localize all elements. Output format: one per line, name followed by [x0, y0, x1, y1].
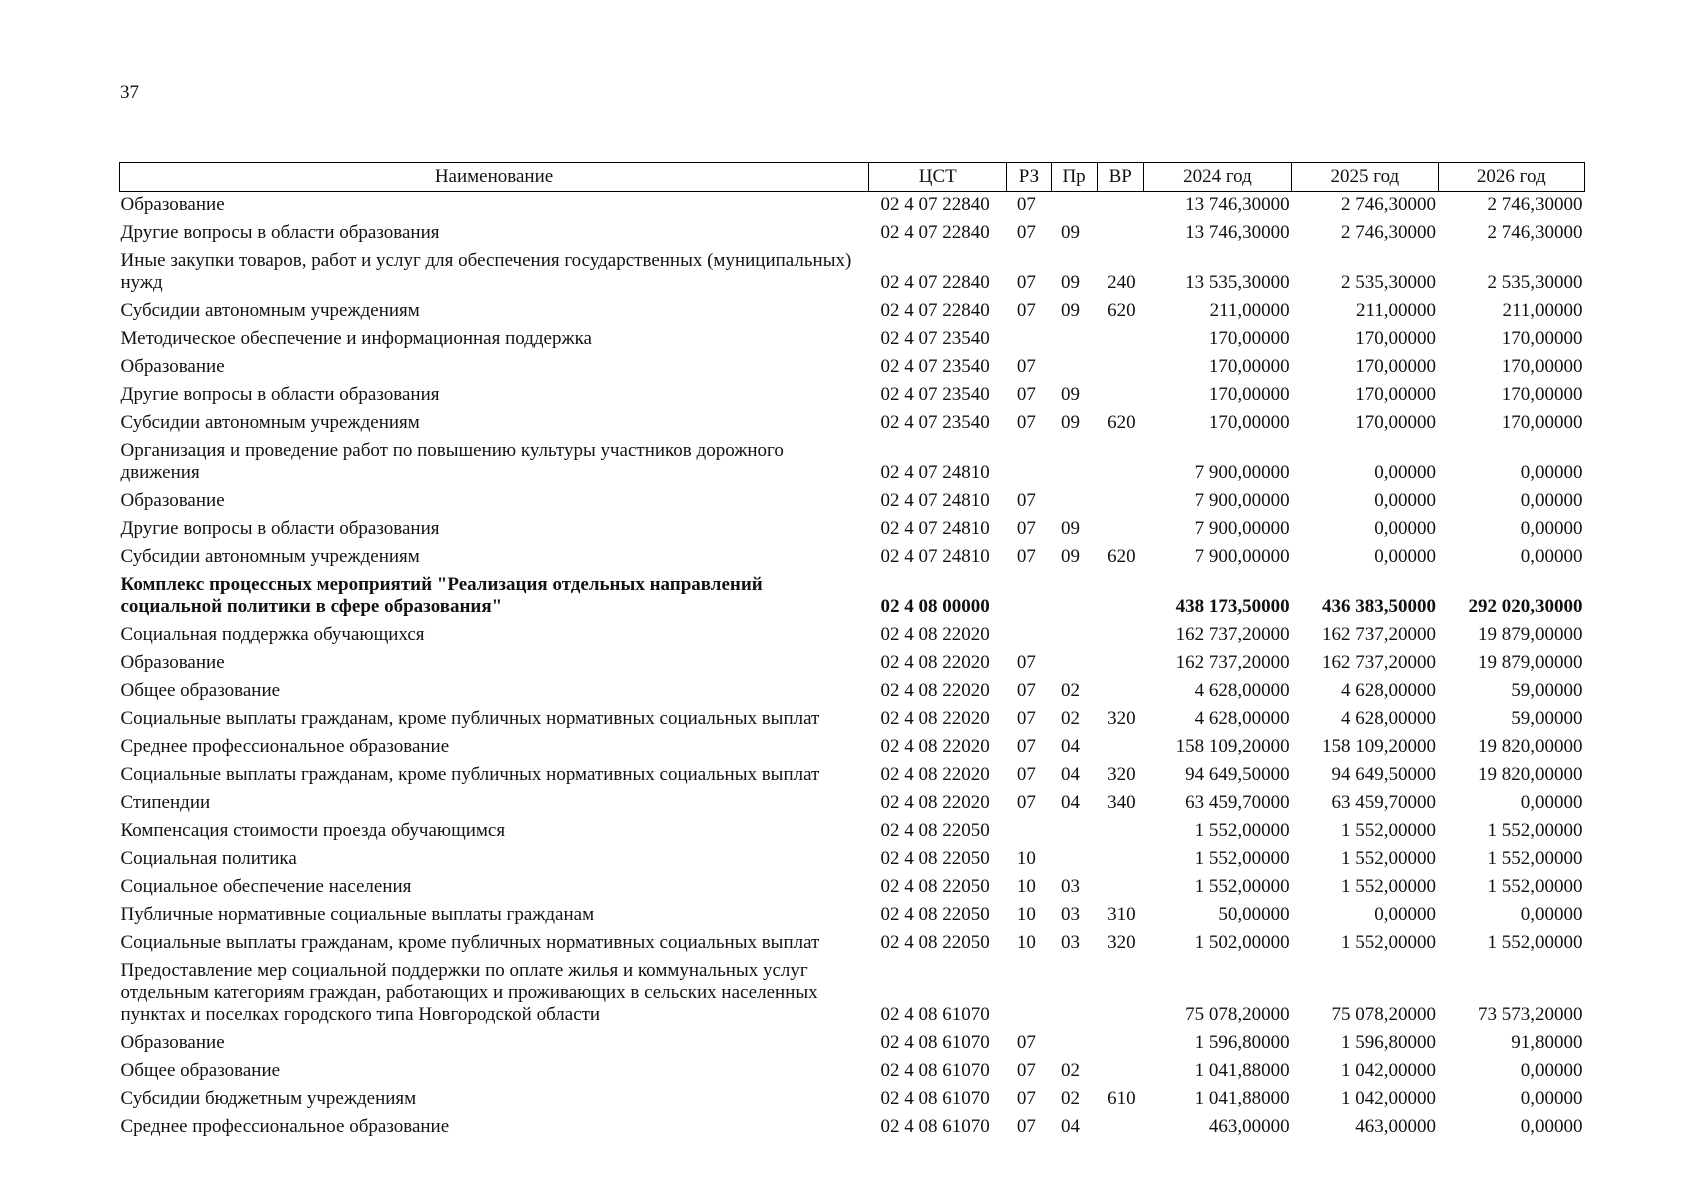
header-2026: 2026 год	[1438, 163, 1584, 192]
cell-2026: 0,00000	[1520, 1060, 1583, 1081]
cell-2026: 19 879,00000	[1478, 624, 1583, 645]
cell-vr	[1097, 1058, 1143, 1086]
cell-vr	[1097, 192, 1143, 221]
cell-name: Методическое обеспечение и информационная поддержка	[120, 328, 592, 349]
cell-name: Социальные выплаты гражданам, кроме публичных нормативных социальных выплат	[120, 764, 820, 785]
cell-2025: 170,00000	[1355, 356, 1437, 377]
cell-vr	[1097, 650, 1143, 678]
cell-rz	[1007, 958, 1051, 1030]
cell-pr: 04	[1061, 764, 1081, 785]
cell-rz	[1007, 326, 1051, 354]
header-rz: РЗ	[1007, 163, 1051, 192]
cell-2025: 63 459,70000	[1331, 792, 1437, 813]
cell-vr: 610	[1107, 1088, 1136, 1109]
cell-2026: 1 552,00000	[1487, 876, 1583, 897]
cell-cst: 02 4 07 22840	[880, 222, 990, 243]
cell-2024: 7 900,00000	[1194, 546, 1290, 567]
cell-2026: 0,00000	[1520, 518, 1583, 539]
cell-2024: 13 746,30000	[1185, 222, 1290, 243]
budget-table	[119, 162, 1585, 1142]
table-row	[120, 1114, 1585, 1142]
cell-pr: 03	[1061, 904, 1081, 925]
cell-cst: 02 4 08 22020	[880, 624, 990, 645]
table-row	[120, 354, 1585, 382]
header-2024: 2024 год	[1143, 163, 1291, 192]
cell-cst: 02 4 08 22020	[880, 652, 990, 673]
cell-2025: 463,00000	[1355, 1116, 1437, 1137]
cell-2024: 1 041,88000	[1194, 1088, 1290, 1109]
cell-vr	[1097, 678, 1143, 706]
cell-cst: 02 4 08 22050	[880, 848, 990, 869]
cell-2025: 1 552,00000	[1341, 820, 1437, 841]
cell-vr	[1097, 572, 1143, 622]
table-row	[120, 650, 1585, 678]
cell-2025: 0,00000	[1374, 490, 1437, 511]
cell-name: Публичные нормативные социальные выплаты гражданам	[120, 904, 595, 925]
cell-rz: 07	[1016, 300, 1036, 321]
cell-vr	[1097, 516, 1143, 544]
cell-2024: 63 459,70000	[1185, 792, 1290, 813]
cell-2026: 170,00000	[1501, 328, 1583, 349]
cell-rz	[1007, 438, 1051, 488]
cell-cst: 02 4 08 00000	[880, 596, 990, 617]
cell-2026: 0,00000	[1520, 1088, 1583, 1109]
cell-2025: 211,00000	[1356, 300, 1437, 321]
cell-rz	[1007, 622, 1051, 650]
cell-2024: 1 552,00000	[1194, 876, 1290, 897]
cell-2025: 0,00000	[1374, 518, 1437, 539]
cell-vr	[1097, 382, 1143, 410]
table-row	[120, 220, 1585, 248]
cell-2025: 158 109,20000	[1322, 736, 1437, 757]
cell-cst: 02 4 07 22840	[880, 300, 990, 321]
table-row	[120, 544, 1585, 572]
cell-rz: 07	[1016, 194, 1036, 215]
cell-2026: 170,00000	[1501, 412, 1583, 433]
cell-2025: 1 042,00000	[1341, 1060, 1437, 1081]
cell-2025: 2 746,30000	[1341, 222, 1437, 243]
cell-name: Образование	[120, 1032, 225, 1053]
cell-2025: 2 746,30000	[1341, 194, 1437, 215]
cell-2026: 59,00000	[1511, 708, 1583, 729]
cell-rz: 07	[1016, 1060, 1036, 1081]
cell-2024: 158 109,20000	[1175, 736, 1290, 757]
cell-pr: 09	[1061, 384, 1081, 405]
cell-pr	[1051, 438, 1097, 488]
cell-cst: 02 4 07 24810	[880, 518, 990, 539]
cell-2026: 73 573,20000	[1478, 1004, 1583, 1025]
cell-pr: 09	[1061, 546, 1081, 567]
cell-2026: 0,00000	[1520, 490, 1583, 511]
cell-vr	[1097, 734, 1143, 762]
cell-rz: 07	[1016, 1088, 1036, 1109]
cell-2025: 1 042,00000	[1341, 1088, 1437, 1109]
cell-vr: 620	[1107, 546, 1136, 567]
cell-2025: 1 552,00000	[1341, 848, 1437, 869]
table-row	[120, 734, 1585, 762]
cell-2024: 1 041,88000	[1194, 1060, 1290, 1081]
table-row	[120, 438, 1585, 488]
cell-2025: 170,00000	[1355, 384, 1437, 405]
cell-cst: 02 4 08 22020	[880, 792, 990, 813]
cell-pr: 02	[1061, 1060, 1081, 1081]
cell-cst: 02 4 08 22050	[880, 932, 990, 953]
cell-2026: 59,00000	[1511, 680, 1583, 701]
cell-2025: 0,00000	[1374, 462, 1437, 483]
cell-name: Образование	[120, 652, 225, 673]
cell-2026: 0,00000	[1520, 1116, 1583, 1137]
cell-name: Общее образование	[120, 680, 281, 701]
cell-cst: 02 4 08 22020	[880, 680, 990, 701]
cell-vr	[1097, 622, 1143, 650]
cell-vr	[1097, 1030, 1143, 1058]
cell-rz: 07	[1016, 384, 1036, 405]
cell-pr: 02	[1061, 1088, 1081, 1109]
cell-name: Другие вопросы в области образования	[120, 518, 440, 539]
cell-rz: 07	[1016, 272, 1036, 293]
cell-vr	[1097, 354, 1143, 382]
cell-2024: 1 596,80000	[1194, 1032, 1290, 1053]
cell-2026: 19 820,00000	[1478, 764, 1583, 785]
cell-2026: 19 879,00000	[1478, 652, 1583, 673]
table-row	[120, 678, 1585, 706]
cell-vr	[1097, 326, 1143, 354]
header-2025: 2025 год	[1292, 163, 1438, 192]
cell-2025: 436 383,50000	[1322, 596, 1437, 617]
table-row	[120, 192, 1585, 221]
table-body	[120, 192, 1585, 1143]
cell-pr: 04	[1061, 1116, 1081, 1137]
cell-name: Комплекс процессных мероприятий "Реализация отдельных направлений социальной политики в сфере образования"	[120, 574, 763, 617]
cell-pr: 03	[1061, 876, 1081, 897]
cell-cst: 02 4 07 22840	[880, 194, 990, 215]
cell-vr	[1097, 438, 1143, 488]
cell-2024: 7 900,00000	[1194, 490, 1290, 511]
table-row	[120, 818, 1585, 846]
cell-rz: 07	[1016, 736, 1036, 757]
page-number: 37	[120, 82, 139, 103]
cell-2024: 162 737,20000	[1175, 652, 1290, 673]
cell-2024: 1 552,00000	[1194, 820, 1290, 841]
cell-pr	[1051, 650, 1097, 678]
cell-2024: 170,00000	[1208, 412, 1290, 433]
cell-name: Образование	[120, 490, 225, 511]
cell-vr	[1097, 846, 1143, 874]
cell-vr: 310	[1107, 904, 1136, 925]
table-row	[120, 410, 1585, 438]
table-row	[120, 326, 1585, 354]
cell-2025: 0,00000	[1374, 546, 1437, 567]
cell-name: Субсидии автономным учреждениям	[120, 412, 420, 433]
cell-cst: 02 4 08 22050	[880, 876, 990, 897]
cell-pr	[1051, 488, 1097, 516]
table-row	[120, 902, 1585, 930]
cell-2025: 162 737,20000	[1322, 652, 1437, 673]
cell-vr: 320	[1107, 708, 1136, 729]
cell-pr: 09	[1061, 518, 1081, 539]
table-row	[120, 298, 1585, 326]
cell-name: Социальное обеспечение населения	[120, 876, 412, 897]
cell-2024: 75 078,20000	[1185, 1004, 1290, 1025]
cell-2026: 1 552,00000	[1487, 848, 1583, 869]
cell-vr: 320	[1107, 764, 1136, 785]
cell-2025: 170,00000	[1355, 412, 1437, 433]
header-row	[120, 163, 1585, 192]
cell-2024: 463,00000	[1208, 1116, 1290, 1137]
cell-2024: 4 628,00000	[1194, 680, 1290, 701]
cell-cst: 02 4 08 61070	[880, 1116, 990, 1137]
table-row	[120, 846, 1585, 874]
table-row	[120, 382, 1585, 410]
cell-cst: 02 4 08 61070	[880, 1004, 990, 1025]
table-row	[120, 572, 1585, 622]
cell-name: Общее образование	[120, 1060, 281, 1081]
cell-cst: 02 4 08 61070	[880, 1060, 990, 1081]
cell-cst: 02 4 08 61070	[880, 1032, 990, 1053]
table-row	[120, 874, 1585, 902]
cell-2026: 1 552,00000	[1487, 820, 1583, 841]
cell-2024: 170,00000	[1208, 384, 1290, 405]
cell-cst: 02 4 07 24810	[880, 462, 990, 483]
cell-name: Другие вопросы в области образования	[120, 222, 440, 243]
cell-vr	[1097, 1114, 1143, 1142]
cell-2025: 1 552,00000	[1341, 876, 1437, 897]
cell-2026: 0,00000	[1520, 792, 1583, 813]
cell-rz: 07	[1016, 1116, 1036, 1137]
cell-2026: 2 746,30000	[1487, 222, 1583, 243]
cell-rz	[1007, 818, 1051, 846]
cell-rz: 07	[1016, 792, 1036, 813]
cell-2024: 162 737,20000	[1175, 624, 1290, 645]
header-vr: ВР	[1097, 163, 1143, 192]
cell-2025: 2 535,30000	[1341, 272, 1437, 293]
cell-pr: 04	[1061, 736, 1081, 757]
cell-cst: 02 4 08 22050	[880, 820, 990, 841]
cell-2024: 170,00000	[1208, 356, 1290, 377]
table-row	[120, 248, 1585, 298]
cell-2026: 170,00000	[1501, 356, 1583, 377]
cell-cst: 02 4 07 24810	[880, 546, 990, 567]
cell-rz: 07	[1016, 546, 1036, 567]
cell-vr: 620	[1107, 300, 1136, 321]
cell-2025: 1 596,80000	[1341, 1032, 1437, 1053]
cell-cst: 02 4 07 22840	[880, 272, 990, 293]
cell-vr	[1097, 958, 1143, 1030]
cell-name: Иные закупки товаров, работ и услуг для обеспечения государственных (муниципальных) нужд	[120, 250, 852, 293]
cell-pr: 02	[1061, 708, 1081, 729]
cell-pr	[1051, 572, 1097, 622]
cell-2024: 438 173,50000	[1175, 596, 1290, 617]
cell-2025: 4 628,00000	[1341, 680, 1437, 701]
cell-pr	[1051, 326, 1097, 354]
cell-name: Социальные выплаты гражданам, кроме публичных нормативных социальных выплат	[120, 708, 820, 729]
cell-rz: 07	[1016, 490, 1036, 511]
cell-vr	[1097, 220, 1143, 248]
cell-rz	[1007, 572, 1051, 622]
cell-name: Образование	[120, 194, 225, 215]
cell-2025: 1 552,00000	[1341, 932, 1437, 953]
table-row	[120, 958, 1585, 1030]
cell-2024: 94 649,50000	[1185, 764, 1290, 785]
cell-pr	[1051, 958, 1097, 1030]
cell-pr: 02	[1061, 680, 1081, 701]
cell-vr: 320	[1107, 932, 1136, 953]
cell-name: Субсидии автономным учреждениям	[120, 300, 420, 321]
cell-2024: 13 746,30000	[1185, 194, 1290, 215]
cell-2024: 13 535,30000	[1185, 272, 1290, 293]
cell-cst: 02 4 08 22020	[880, 736, 990, 757]
cell-rz: 07	[1016, 356, 1036, 377]
cell-cst: 02 4 07 23540	[880, 356, 990, 377]
cell-name: Среднее профессиональное образование	[120, 1116, 450, 1137]
cell-rz: 07	[1016, 518, 1036, 539]
cell-rz: 07	[1016, 222, 1036, 243]
header-pr: Пр	[1051, 163, 1097, 192]
cell-rz: 07	[1016, 652, 1036, 673]
cell-pr: 04	[1061, 792, 1081, 813]
cell-pr: 03	[1061, 932, 1081, 953]
cell-name: Образование	[120, 356, 225, 377]
cell-2025: 162 737,20000	[1322, 624, 1437, 645]
cell-pr	[1051, 622, 1097, 650]
cell-2026: 0,00000	[1520, 462, 1583, 483]
header-cst: ЦСТ	[869, 163, 1007, 192]
table-row	[120, 706, 1585, 734]
cell-2024: 50,00000	[1218, 904, 1290, 925]
cell-pr	[1051, 192, 1097, 221]
cell-2025: 4 628,00000	[1341, 708, 1437, 729]
cell-cst: 02 4 08 22020	[880, 708, 990, 729]
cell-2026: 170,00000	[1501, 384, 1583, 405]
cell-2025: 75 078,20000	[1331, 1004, 1437, 1025]
cell-2025: 0,00000	[1374, 904, 1437, 925]
table-row	[120, 622, 1585, 650]
cell-pr	[1051, 846, 1097, 874]
cell-2026: 1 552,00000	[1487, 932, 1583, 953]
table-row	[120, 1086, 1585, 1114]
cell-2026: 19 820,00000	[1478, 736, 1583, 757]
table-row	[120, 762, 1585, 790]
table-row	[120, 516, 1585, 544]
table-row	[120, 790, 1585, 818]
cell-2026: 211,00000	[1502, 300, 1583, 321]
cell-2026: 2 535,30000	[1487, 272, 1583, 293]
cell-cst: 02 4 08 22050	[880, 904, 990, 925]
cell-pr: 09	[1061, 272, 1081, 293]
cell-rz: 10	[1016, 904, 1036, 925]
cell-rz: 07	[1016, 680, 1036, 701]
cell-2026: 0,00000	[1520, 546, 1583, 567]
cell-name: Другие вопросы в области образования	[120, 384, 440, 405]
cell-cst: 02 4 07 23540	[880, 328, 990, 349]
cell-2025: 94 649,50000	[1331, 764, 1437, 785]
table-row	[120, 1058, 1585, 1086]
cell-pr	[1051, 1030, 1097, 1058]
cell-2026: 91,80000	[1511, 1032, 1583, 1053]
cell-vr	[1097, 874, 1143, 902]
cell-2024: 170,00000	[1208, 328, 1290, 349]
cell-pr: 09	[1061, 412, 1081, 433]
cell-rz: 10	[1016, 932, 1036, 953]
cell-pr	[1051, 354, 1097, 382]
cell-2026: 0,00000	[1520, 904, 1583, 925]
cell-name: Социальные выплаты гражданам, кроме публичных нормативных социальных выплат	[120, 932, 820, 953]
cell-rz: 10	[1016, 848, 1036, 869]
cell-2024: 4 628,00000	[1194, 708, 1290, 729]
cell-name: Предоставление мер социальной поддержки по оплате жилья и коммунальных услуг отдельным категориям граждан, работающих и проживающих в сельских населенных пунктах и поселках городского типа Новгородской области	[120, 960, 818, 1025]
cell-cst: 02 4 08 22020	[880, 764, 990, 785]
cell-pr: 09	[1061, 300, 1081, 321]
cell-name: Организация и проведение работ по повышению культуры участников дорожного движения	[120, 440, 784, 483]
cell-vr: 240	[1107, 272, 1136, 293]
cell-rz: 07	[1016, 1032, 1036, 1053]
cell-name: Социальная поддержка обучающихся	[120, 624, 425, 645]
cell-pr	[1051, 818, 1097, 846]
header-name: Наименование	[120, 163, 869, 192]
cell-name: Стипендии	[120, 792, 211, 813]
cell-name: Среднее профессиональное образование	[120, 736, 450, 757]
cell-rz: 07	[1016, 412, 1036, 433]
cell-2024: 1 502,00000	[1194, 932, 1290, 953]
cell-rz: 07	[1016, 708, 1036, 729]
cell-vr: 620	[1107, 412, 1136, 433]
cell-2024: 7 900,00000	[1194, 518, 1290, 539]
cell-cst: 02 4 07 23540	[880, 384, 990, 405]
cell-cst: 02 4 07 24810	[880, 490, 990, 511]
cell-2024: 1 552,00000	[1194, 848, 1290, 869]
cell-name: Социальная политика	[120, 848, 297, 869]
table-row	[120, 930, 1585, 958]
cell-rz: 10	[1016, 876, 1036, 897]
cell-vr: 340	[1107, 792, 1136, 813]
cell-2025: 170,00000	[1355, 328, 1437, 349]
cell-2024: 7 900,00000	[1194, 462, 1290, 483]
cell-vr	[1097, 818, 1143, 846]
cell-name: Субсидии бюджетным учреждениям	[120, 1088, 417, 1109]
table-row	[120, 1030, 1585, 1058]
cell-rz: 07	[1016, 764, 1036, 785]
cell-name: Субсидии автономным учреждениям	[120, 546, 420, 567]
cell-2026: 292 020,30000	[1468, 596, 1583, 617]
table-row	[120, 488, 1585, 516]
cell-2026: 2 746,30000	[1487, 194, 1583, 215]
cell-vr	[1097, 488, 1143, 516]
table-header	[120, 163, 1585, 192]
cell-name: Компенсация стоимости проезда обучающимся	[120, 820, 506, 841]
cell-2024: 211,00000	[1209, 300, 1290, 321]
cell-cst: 02 4 07 23540	[880, 412, 990, 433]
cell-pr: 09	[1061, 222, 1081, 243]
cell-cst: 02 4 08 61070	[880, 1088, 990, 1109]
